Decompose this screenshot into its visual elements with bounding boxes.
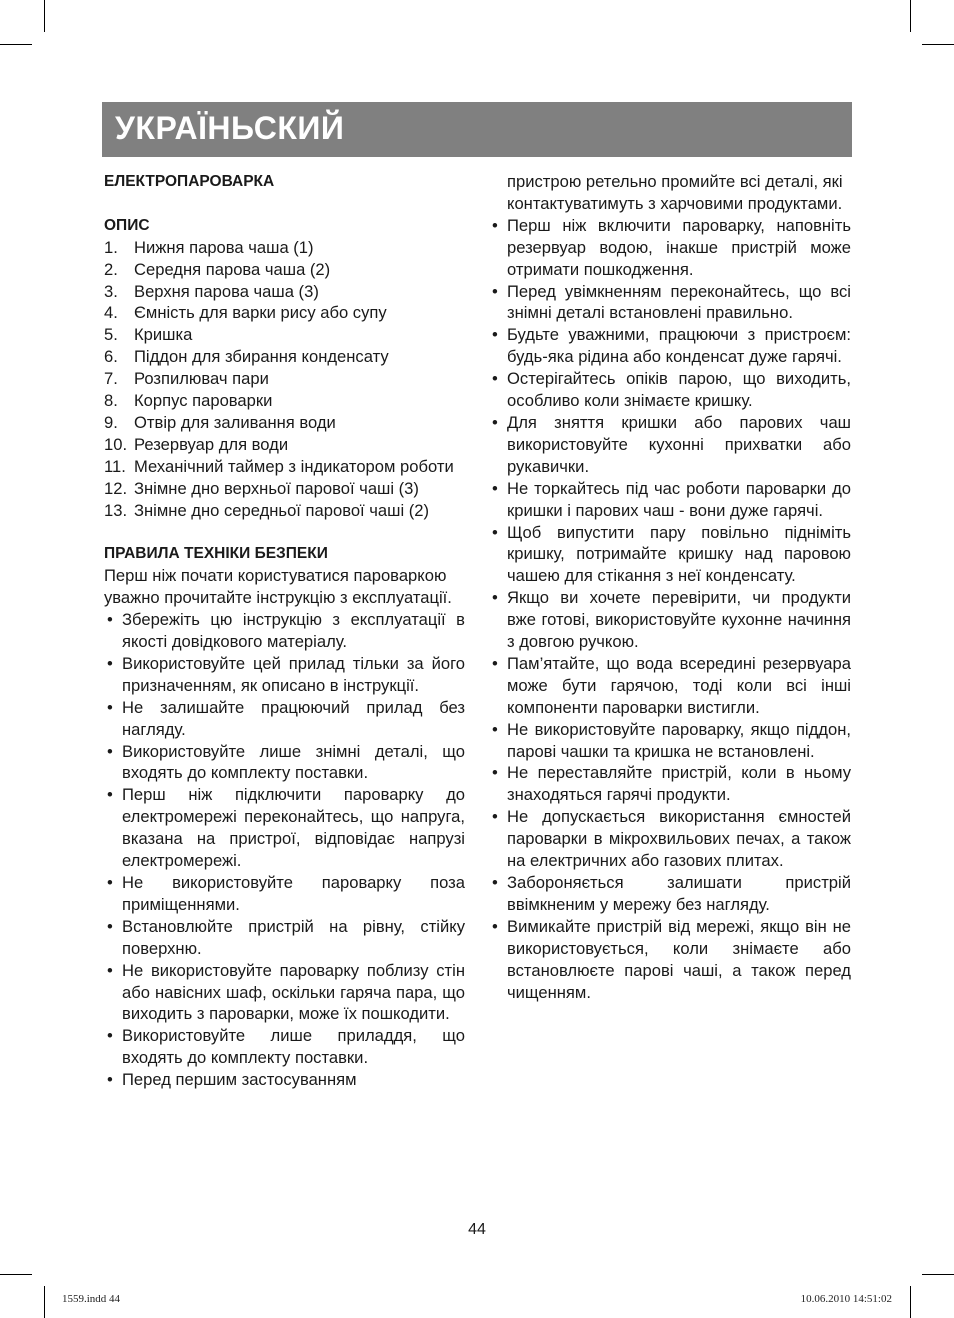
list-item: 3. Верхня парова чаша (3) bbox=[104, 281, 319, 301]
safety-list bbox=[104, 609, 465, 1091]
list-item: • Забороняється залишати пристрій ввімкненим у мережу без нагляду. bbox=[492, 873, 851, 914]
crop-mark bbox=[910, 0, 911, 32]
list-item: • Перш ніж підключити пароварку до електромережі переконайтесь, що напруга, вказана на пристрої, відповідає напрузі електромережі. bbox=[107, 785, 465, 871]
list-item: • Щоб випустити пару повільно підніміть кришку, потримайте кришку над паровою чашею для стікання з неї конденсату. bbox=[492, 522, 851, 586]
list-item: • Використовуйте цей прилад тільки за його призначенням, як описано в інструкції. bbox=[107, 653, 465, 695]
list-item: 12. Знімне дно верхньої парової чаші (3) bbox=[104, 478, 419, 498]
list-item: • Вимикайте пристрій від мережі, якщо він не використовується, коли знімаєте або встановлюєте парові чаші, а також перед чищенням. bbox=[492, 916, 851, 1002]
list-item: • Встановлюйте пристрій на рівну, стійку поверхню. bbox=[107, 916, 465, 958]
list-item: • Остерігайтесь опіків парою, що виходить, особливо коли знімаєте кришку. bbox=[492, 369, 851, 411]
crop-mark bbox=[910, 1286, 911, 1318]
list-item: 4. Ємність для варки рису або супу bbox=[104, 303, 387, 323]
safety-list-continued bbox=[489, 215, 851, 1004]
list-item: 7. Розпилювач пари bbox=[104, 369, 269, 389]
date-slug: 10.06.2010 14:51:02 bbox=[800, 1293, 892, 1305]
list-item: • Пам’ятайте, що вода всередині резервуара може бути гарячою, тоді коли всі інші компоненти пароварки вистигли. bbox=[492, 653, 851, 717]
list-item: • Не використовуйте пароварку, якщо піддон, парові чашки та кришка не встановлені. bbox=[492, 719, 851, 761]
product-title: ЕЛЕКТРОПАРОВАРКА bbox=[104, 173, 275, 190]
list-item: 1. Нижня парова чаша (1) bbox=[104, 237, 314, 257]
list-item: 11. Механічний таймер з індикатором роботи bbox=[104, 456, 454, 476]
page-number: 44 bbox=[468, 1221, 486, 1238]
list-item: • Для зняття кришки або парових чаш використовуйте кухонні прихватки або рукавички. bbox=[492, 412, 851, 476]
safety-intro: Перш ніж почати користуватися пароваркою уважно прочитайте інструкцію з експлуатації. bbox=[104, 566, 452, 608]
list-item: • Перш ніж включити пароварку, наповніть резервуар водою, інакше пристрій може отримати пошкодження. bbox=[492, 215, 851, 279]
list-item: 8. Корпус пароварки bbox=[104, 391, 273, 411]
list-item: 9. Отвір для заливання води bbox=[104, 412, 336, 432]
list-item: • Не використовуйте пароварку поблизу стін або навісних шаф, оскільки гаряча пара, що виходить з пароварки, може їх пошкодити. bbox=[107, 960, 465, 1024]
parts-list bbox=[104, 237, 465, 522]
list-item: 5. Кришка bbox=[104, 325, 193, 345]
crop-mark bbox=[922, 44, 954, 45]
list-item: • Збережіть цю інструкцію з експлуатації в якості довідкового матеріалу. bbox=[107, 610, 465, 651]
crop-mark bbox=[44, 1286, 45, 1318]
language-title: УКРАЇНЬСКИЙ bbox=[115, 110, 345, 146]
list-item: • Використовуйте лише знімні деталі, що входять до комплекту поставки. bbox=[107, 741, 465, 783]
crop-mark bbox=[922, 1274, 954, 1275]
list-item: • Перед першим застосуванням bbox=[107, 1070, 357, 1090]
list-item: • Перед увімкненням переконайтесь, що всі знімні деталі встановлені правильно. bbox=[492, 281, 851, 323]
safety-heading: ПРАВИЛА ТЕХНІКИ БЕЗПЕКИ bbox=[104, 545, 328, 563]
crop-mark bbox=[0, 44, 32, 45]
left-column bbox=[104, 171, 465, 1091]
list-item: • Будьте уважними, працюючи з пристроєм: будь-яка рідина або конденсат дуже гарячі. bbox=[492, 325, 851, 367]
list-item: 13. Знімне дно середньої парової чаші (2) bbox=[104, 500, 430, 520]
list-item: 2. Середня парова чаша (2) bbox=[104, 259, 331, 279]
list-item: 6. Піддон для збирання конденсату bbox=[104, 347, 389, 367]
list-item: • Не використовуйте пароварку поза приміщеннями. bbox=[107, 872, 465, 914]
crop-mark bbox=[44, 0, 45, 32]
list-item: 10. Резервуар для води bbox=[104, 434, 289, 454]
list-item: • Не допускається використання ємностей пароварки в мікрохвильових печах, а також на електричних або газових плитах. bbox=[492, 807, 851, 871]
list-item: • Якщо ви хочете перевірити, чи продукти вже готові, використовуйте кухонне начиння з довгою ручкою. bbox=[492, 588, 851, 652]
bullet-continuation: пристрою ретельно промийте всі деталі, які контактуватимуть з харчовими продуктами. bbox=[507, 172, 843, 213]
description-heading: ОПИС bbox=[104, 216, 150, 234]
crop-mark bbox=[0, 1274, 32, 1275]
list-item: • Використовуйте лише приладдя, що входять до комплекту поставки. bbox=[107, 1026, 465, 1068]
language-banner bbox=[102, 102, 852, 157]
right-column bbox=[489, 171, 851, 1003]
list-item: • Не переставляйте пристрій, коли в ньому знаходяться гарячі продукти. bbox=[492, 763, 851, 805]
file-slug: 1559.indd 44 bbox=[62, 1293, 121, 1305]
list-item: • Не торкайтесь під час роботи пароварки до кришки і парових чаш - вони дуже гарячі. bbox=[492, 478, 851, 520]
list-item: • Не залишайте працюючий прилад без нагляду. bbox=[107, 697, 465, 739]
